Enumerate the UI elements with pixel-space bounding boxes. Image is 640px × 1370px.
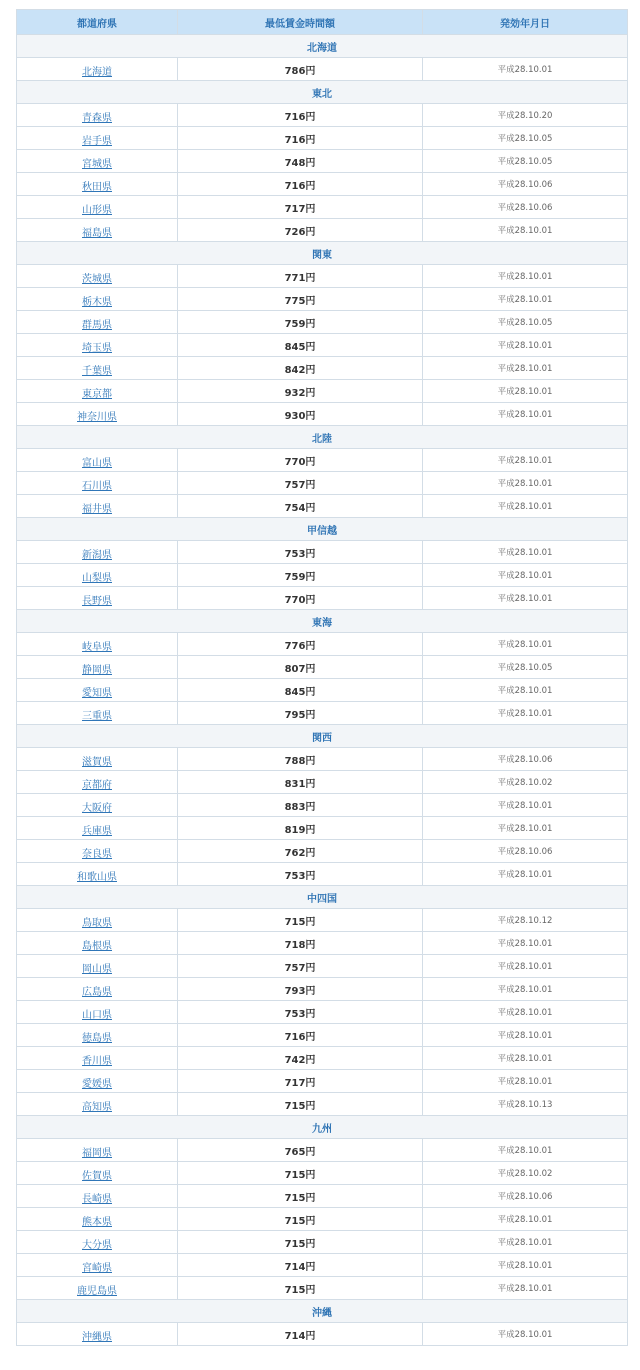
prefecture-cell [17,1323,178,1346]
effective-date-cell: 平成28.10.02 [423,1162,628,1185]
wage-cell: 771円 [178,265,423,288]
region-name: 九州 [17,1116,628,1139]
wage-cell: 759円 [178,311,423,334]
region-name: 関東 [17,242,628,265]
prefecture-cell [17,495,178,518]
effective-date-cell: 平成28.10.06 [423,748,628,771]
prefecture-link[interactable]: 岩手県 [82,135,112,147]
prefecture-cell [17,909,178,932]
prefecture-link[interactable]: 福井県 [82,503,112,515]
table-row [17,541,628,564]
prefecture-cell [17,58,178,81]
effective-date-cell: 平成28.10.05 [423,150,628,173]
effective-date-cell: 平成28.10.01 [423,1277,628,1300]
prefecture-link[interactable]: 兵庫県 [82,825,112,837]
effective-date-cell: 平成28.10.01 [423,288,628,311]
table-row [17,380,628,403]
effective-date-cell: 平成28.10.01 [423,334,628,357]
wage-cell: 762円 [178,840,423,863]
wage-cell: 930円 [178,403,423,426]
table-row [17,472,628,495]
effective-date-cell: 平成28.10.06 [423,1185,628,1208]
effective-date-cell: 平成28.10.01 [423,495,628,518]
prefecture-cell [17,472,178,495]
prefecture-cell [17,150,178,173]
effective-date-cell: 平成28.10.06 [423,173,628,196]
prefecture-cell [17,541,178,564]
effective-date-cell: 平成28.10.01 [423,564,628,587]
region-row [17,725,628,748]
effective-date-cell: 平成28.10.05 [423,127,628,150]
prefecture-cell [17,702,178,725]
prefecture-link[interactable]: 長野県 [82,595,112,607]
wage-cell: 842円 [178,357,423,380]
header-wage: 最低賃金時間額 [178,10,423,35]
wage-cell: 714円 [178,1323,423,1346]
prefecture-link[interactable]: 佐賀県 [82,1170,112,1182]
effective-date-cell: 平成28.10.01 [423,219,628,242]
region-row [17,426,628,449]
prefecture-cell [17,656,178,679]
effective-date-cell: 平成28.10.01 [423,679,628,702]
table-row [17,58,628,81]
prefecture-cell [17,1093,178,1116]
table-row [17,978,628,1001]
table-row [17,449,628,472]
effective-date-cell: 平成28.10.01 [423,541,628,564]
prefecture-cell [17,127,178,150]
effective-date-cell: 平成28.10.06 [423,840,628,863]
prefecture-cell [17,633,178,656]
prefecture-link[interactable]: 群馬県 [82,319,112,331]
wage-cell: 845円 [178,334,423,357]
wage-cell: 716円 [178,1024,423,1047]
effective-date-cell: 平成28.10.01 [423,357,628,380]
region-name: 沖縄 [17,1300,628,1323]
prefecture-link[interactable]: 山梨県 [82,572,112,584]
region-name: 北陸 [17,426,628,449]
region-name: 甲信越 [17,518,628,541]
wage-cell: 883円 [178,794,423,817]
effective-date-cell: 平成28.10.01 [423,1231,628,1254]
prefecture-link[interactable]: 大阪府 [82,802,112,814]
region-row [17,886,628,909]
table-row [17,1047,628,1070]
table-row [17,748,628,771]
table-row [17,1323,628,1346]
wage-cell: 715円 [178,909,423,932]
region-row [17,1116,628,1139]
region-row [17,242,628,265]
wage-cell: 831円 [178,771,423,794]
wage-cell: 793円 [178,978,423,1001]
prefecture-link[interactable]: 愛媛県 [82,1078,112,1090]
table-row [17,679,628,702]
effective-date-cell: 平成28.10.02 [423,771,628,794]
wage-cell: 753円 [178,541,423,564]
prefecture-cell [17,978,178,1001]
prefecture-link[interactable]: 栃木県 [82,296,112,308]
header-prefecture: 都道府県 [17,10,178,35]
table-row [17,1254,628,1277]
region-name: 関西 [17,725,628,748]
prefecture-cell [17,771,178,794]
effective-date-cell: 平成28.10.20 [423,104,628,127]
wage-cell: 726円 [178,219,423,242]
prefecture-link[interactable]: 京都府 [82,779,112,791]
table-row [17,1001,628,1024]
effective-date-cell: 平成28.10.05 [423,311,628,334]
prefecture-cell [17,196,178,219]
prefecture-cell [17,817,178,840]
table-row [17,495,628,518]
prefecture-cell [17,357,178,380]
wage-cell: 715円 [178,1162,423,1185]
effective-date-cell: 平成28.10.01 [423,58,628,81]
table-row [17,219,628,242]
region-row [17,518,628,541]
table-row [17,104,628,127]
prefecture-cell [17,265,178,288]
effective-date-cell: 平成28.10.01 [423,955,628,978]
prefecture-cell [17,311,178,334]
table-row [17,1093,628,1116]
prefecture-link[interactable]: 東京都 [82,388,112,400]
prefecture-link[interactable]: 沖縄県 [82,1331,112,1343]
wage-cell: 807円 [178,656,423,679]
prefecture-link[interactable]: 茨城県 [82,273,112,285]
prefecture-link[interactable]: 神奈川県 [77,411,117,423]
table-row [17,1070,628,1093]
wage-cell: 715円 [178,1231,423,1254]
wage-cell: 717円 [178,196,423,219]
prefecture-cell [17,863,178,886]
prefecture-link[interactable]: 大分県 [82,1239,112,1251]
table-row [17,817,628,840]
effective-date-cell: 平成28.10.01 [423,932,628,955]
wage-cell: 753円 [178,1001,423,1024]
wage-cell: 715円 [178,1185,423,1208]
prefecture-link[interactable]: 宮崎県 [82,1262,112,1274]
prefecture-cell [17,932,178,955]
wage-cell: 845円 [178,679,423,702]
prefecture-cell [17,219,178,242]
wage-cell: 716円 [178,104,423,127]
region-name: 東海 [17,610,628,633]
table-row [17,564,628,587]
wage-cell: 716円 [178,173,423,196]
region-row [17,610,628,633]
prefecture-link[interactable]: 岐阜県 [82,641,112,653]
wage-cell: 715円 [178,1093,423,1116]
prefecture-link[interactable]: 三重県 [82,710,112,722]
prefecture-link[interactable]: 香川県 [82,1055,112,1067]
prefecture-link[interactable]: 熊本県 [82,1216,112,1228]
prefecture-link[interactable]: 新潟県 [82,549,112,561]
wage-cell: 717円 [178,1070,423,1093]
wage-cell: 748円 [178,150,423,173]
wage-cell: 742円 [178,1047,423,1070]
effective-date-cell: 平成28.10.01 [423,633,628,656]
prefecture-link[interactable]: 富山県 [82,457,112,469]
wage-cell: 776円 [178,633,423,656]
effective-date-cell: 平成28.10.01 [423,587,628,610]
table-row [17,334,628,357]
prefecture-link[interactable]: 秋田県 [82,181,112,193]
prefecture-cell [17,1185,178,1208]
prefecture-cell [17,679,178,702]
table-row [17,311,628,334]
wage-cell: 770円 [178,587,423,610]
prefecture-link[interactable]: 広島県 [82,986,112,998]
table-row [17,955,628,978]
header-date: 発効年月日 [423,10,628,35]
prefecture-cell [17,1139,178,1162]
prefecture-cell [17,1047,178,1070]
prefecture-link[interactable]: 福島県 [82,227,112,239]
table-row [17,196,628,219]
effective-date-cell: 平成28.10.06 [423,196,628,219]
effective-date-cell: 平成28.10.01 [423,1070,628,1093]
table-row [17,403,628,426]
prefecture-link[interactable]: 福岡県 [82,1147,112,1159]
prefecture-link[interactable]: 島根県 [82,940,112,952]
effective-date-cell: 平成28.10.01 [423,472,628,495]
prefecture-cell [17,564,178,587]
prefecture-cell [17,748,178,771]
effective-date-cell: 平成28.10.01 [423,1047,628,1070]
wage-table-container [16,9,627,1346]
table-row [17,1185,628,1208]
table-row [17,633,628,656]
table-row [17,909,628,932]
table-row [17,656,628,679]
wage-cell: 786円 [178,58,423,81]
table-row [17,1277,628,1300]
prefecture-cell [17,1162,178,1185]
effective-date-cell: 平成28.10.01 [423,863,628,886]
minimum-wage-table [16,9,628,1346]
prefecture-cell [17,1277,178,1300]
wage-cell: 770円 [178,449,423,472]
effective-date-cell: 平成28.10.05 [423,656,628,679]
prefecture-cell [17,840,178,863]
prefecture-link[interactable]: 鹿児島県 [77,1285,117,1297]
table-row [17,1139,628,1162]
effective-date-cell: 平成28.10.01 [423,794,628,817]
effective-date-cell: 平成28.10.01 [423,702,628,725]
prefecture-cell [17,1001,178,1024]
effective-date-cell: 平成28.10.01 [423,1254,628,1277]
table-row [17,1024,628,1047]
table-row [17,863,628,886]
prefecture-link[interactable]: 和歌山県 [77,871,117,883]
prefecture-cell [17,1231,178,1254]
prefecture-link[interactable]: 山口県 [82,1009,112,1021]
prefecture-cell [17,173,178,196]
prefecture-cell [17,449,178,472]
table-row [17,127,628,150]
wage-cell: 718円 [178,932,423,955]
prefecture-cell [17,403,178,426]
region-row [17,1300,628,1323]
prefecture-link[interactable]: 長崎県 [82,1193,112,1205]
prefecture-link[interactable]: 千葉県 [82,365,112,377]
effective-date-cell: 平成28.10.01 [423,1001,628,1024]
wage-cell: 795円 [178,702,423,725]
table-row [17,1231,628,1254]
prefecture-link[interactable]: 石川県 [82,480,112,492]
prefecture-cell [17,288,178,311]
effective-date-cell: 平成28.10.01 [423,1139,628,1162]
wage-cell: 775円 [178,288,423,311]
prefecture-link[interactable]: 高知県 [82,1101,112,1113]
prefecture-link[interactable]: 滋賀県 [82,756,112,768]
prefecture-link[interactable]: 山形県 [82,204,112,216]
region-name: 北海道 [17,35,628,58]
effective-date-cell: 平成28.10.01 [423,403,628,426]
table-row [17,1162,628,1185]
prefecture-cell [17,334,178,357]
effective-date-cell: 平成28.10.12 [423,909,628,932]
table-row [17,587,628,610]
effective-date-cell: 平成28.10.01 [423,1323,628,1346]
prefecture-link[interactable]: 青森県 [82,112,112,124]
prefecture-link[interactable]: 埼玉県 [82,342,112,354]
prefecture-cell [17,1024,178,1047]
wage-cell: 819円 [178,817,423,840]
effective-date-cell: 平成28.10.01 [423,978,628,1001]
table-row [17,357,628,380]
effective-date-cell: 平成28.10.01 [423,1208,628,1231]
prefecture-link[interactable]: 鳥取県 [82,917,112,929]
table-header-row [17,10,628,35]
prefecture-cell [17,794,178,817]
wage-cell: 754円 [178,495,423,518]
wage-cell: 788円 [178,748,423,771]
wage-cell: 765円 [178,1139,423,1162]
wage-cell: 716円 [178,127,423,150]
table-row [17,840,628,863]
effective-date-cell: 平成28.10.01 [423,380,628,403]
wage-cell: 714円 [178,1254,423,1277]
prefecture-link[interactable]: 徳島県 [82,1032,112,1044]
prefecture-cell [17,955,178,978]
wage-cell: 757円 [178,955,423,978]
wage-cell: 759円 [178,564,423,587]
effective-date-cell: 平成28.10.01 [423,1024,628,1047]
region-row [17,81,628,104]
table-body [17,35,628,1346]
region-row [17,35,628,58]
prefecture-link[interactable]: 奈良県 [82,848,112,860]
table-row [17,288,628,311]
table-row [17,150,628,173]
prefecture-cell [17,104,178,127]
prefecture-cell [17,1254,178,1277]
table-row [17,265,628,288]
prefecture-link[interactable]: 愛知県 [82,687,112,699]
wage-cell: 753円 [178,863,423,886]
table-row [17,932,628,955]
prefecture-link[interactable]: 宮城県 [82,158,112,170]
effective-date-cell: 平成28.10.13 [423,1093,628,1116]
prefecture-cell [17,380,178,403]
wage-cell: 715円 [178,1277,423,1300]
prefecture-cell [17,1070,178,1093]
table-row [17,173,628,196]
wage-cell: 715円 [178,1208,423,1231]
table-row [17,702,628,725]
prefecture-link[interactable]: 静岡県 [82,664,112,676]
effective-date-cell: 平成28.10.01 [423,449,628,472]
wage-cell: 757円 [178,472,423,495]
table-row [17,1208,628,1231]
table-row [17,771,628,794]
region-name: 中四国 [17,886,628,909]
wage-cell: 932円 [178,380,423,403]
region-name: 東北 [17,81,628,104]
effective-date-cell: 平成28.10.01 [423,265,628,288]
table-row [17,794,628,817]
prefecture-cell [17,1208,178,1231]
prefecture-link[interactable]: 岡山県 [82,963,112,975]
prefecture-cell [17,587,178,610]
effective-date-cell: 平成28.10.01 [423,817,628,840]
prefecture-link[interactable]: 北海道 [82,66,112,78]
